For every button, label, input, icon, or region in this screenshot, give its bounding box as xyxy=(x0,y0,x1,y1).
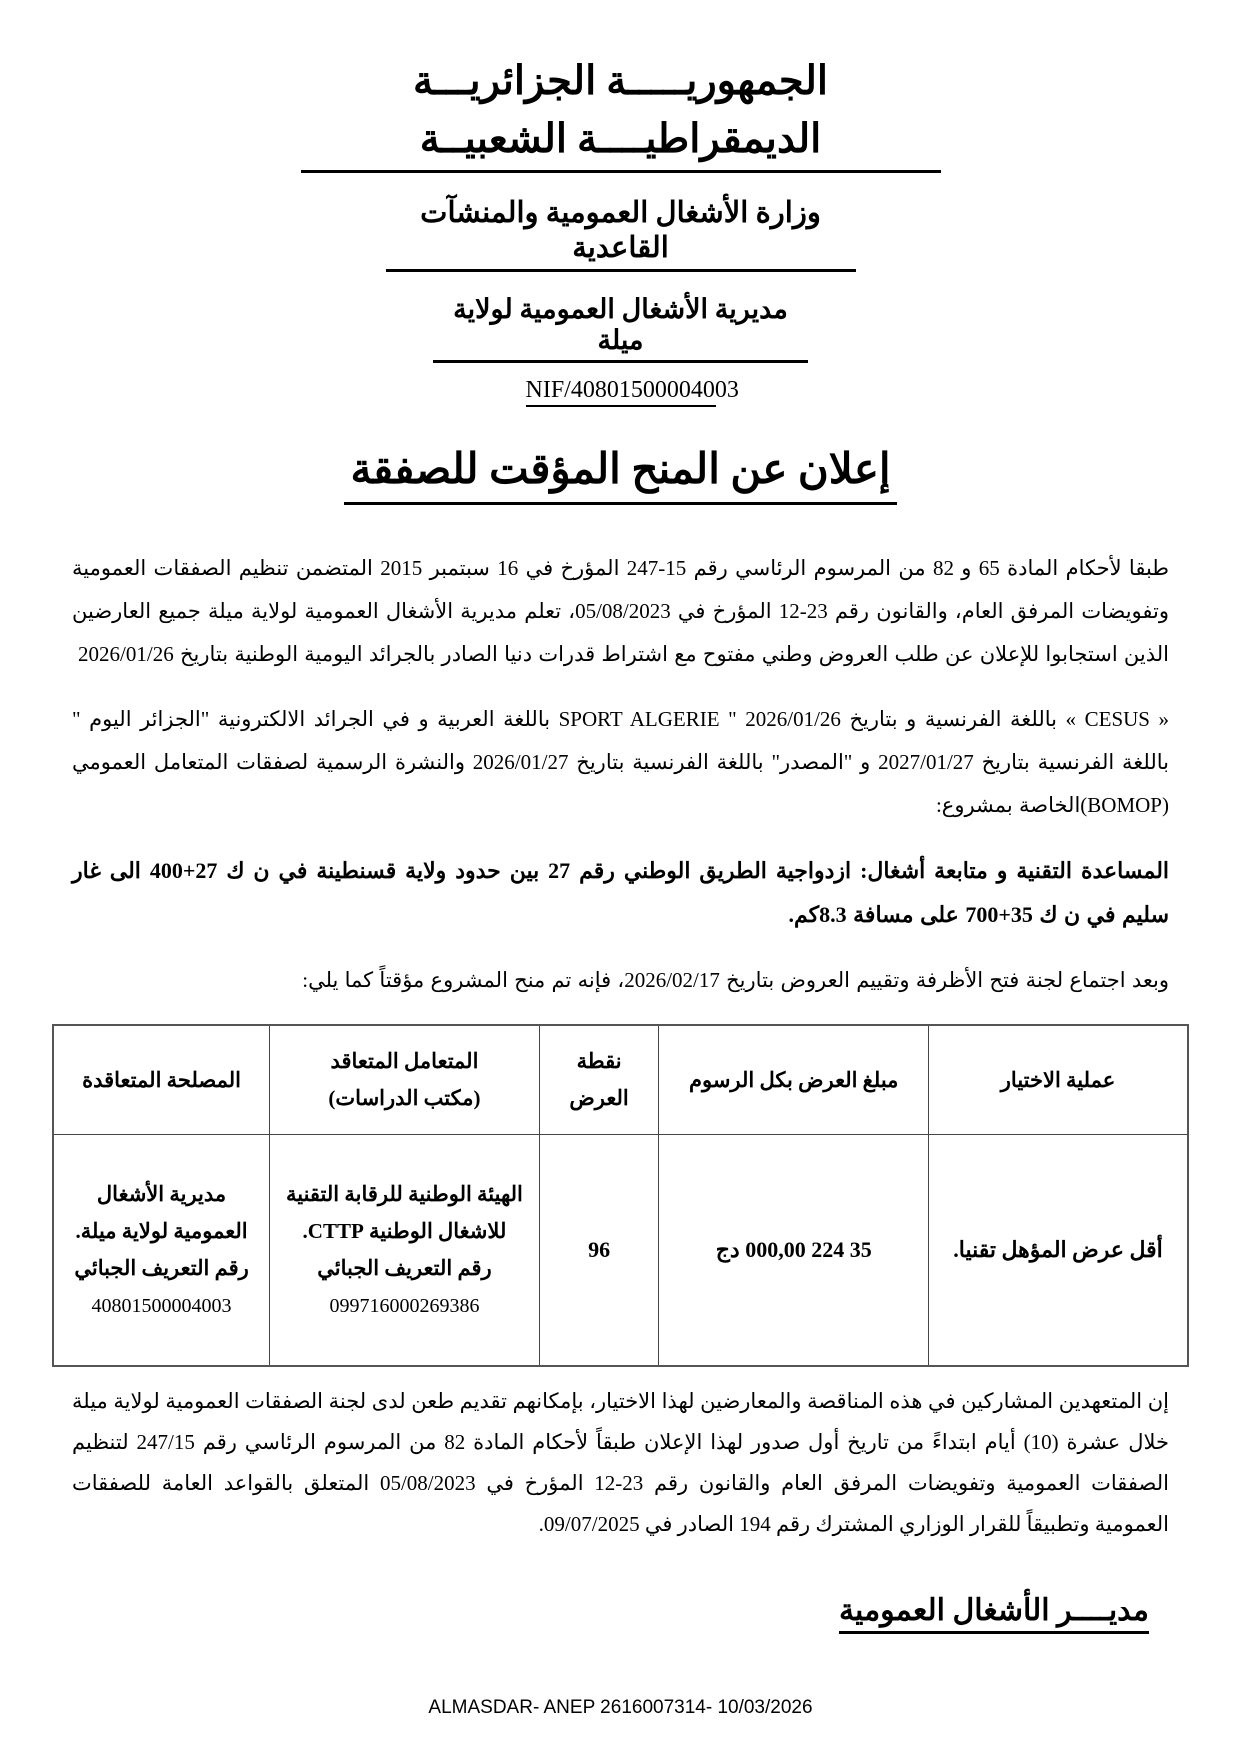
footer-text: ALMASDAR- ANEP 2616007314- 10/03/2026 xyxy=(428,1697,813,1718)
cell-choice xyxy=(929,1134,1188,1366)
document-header xyxy=(0,0,1241,407)
nif-heading xyxy=(525,377,739,407)
directorate-heading xyxy=(433,294,808,363)
header-contractor xyxy=(270,1025,540,1135)
header-service: المصلحة المتعاقدة xyxy=(53,1025,270,1135)
cell-amount xyxy=(659,1134,929,1366)
nif-text: NIF/40801500004003 xyxy=(525,377,739,403)
document-body xyxy=(72,547,1169,1002)
signature-block xyxy=(0,1593,1241,1634)
directorate-rule xyxy=(433,360,808,363)
cell-service xyxy=(53,1134,270,1366)
cell-service-nif-value: 40801500004003 xyxy=(91,1294,232,1317)
cell-contractor-name: الهيئة الوطنية للرقابة التقنية للاشغال الوطنية CTTP. xyxy=(285,1182,523,1244)
cell-service-nif-label: رقم التعريف الجبائي xyxy=(74,1255,249,1280)
award-table-wrap xyxy=(52,1024,1189,1367)
signature-text: مديــــر الأشغال العمومية xyxy=(839,1593,1149,1634)
republic-text: الجمهوريـــــة الجزائريـــة الديمقراطيــــة الشعبيــة xyxy=(412,58,829,161)
paragraph-project: المساعدة التقنية و متابعة أشغال: ازدواجية الطريق الوطني رقم 27 بين حدود ولاية قسنطينة في ن ك 27+400 الى غار سليم في ن ك 35+700 على مسافة 8.3كم. xyxy=(72,857,1170,927)
header-points-line1: نقطة xyxy=(576,1049,622,1074)
page-title xyxy=(0,443,1241,505)
award-table-head xyxy=(53,1025,1188,1135)
award-table xyxy=(52,1024,1189,1367)
cell-amount-text: 35 224 000,00 دج xyxy=(715,1236,872,1262)
cell-contractor-nif-value: 099716000269386 xyxy=(329,1294,480,1317)
paragraph-committee: وبعد اجتماع لجنة فتح الأظرفة وتقييم العروض بتاريخ 2026/02/17، فإنه تم منح المشروع مؤقتاً كما يلي: xyxy=(302,967,1169,992)
cell-points-text: 96 xyxy=(588,1236,611,1262)
closing-section xyxy=(72,1381,1169,1545)
republic-heading xyxy=(301,52,941,173)
award-table-body xyxy=(53,1134,1188,1366)
directorate-text: مديرية الأشغال العمومية لولاية ميلة xyxy=(453,294,788,355)
cell-contractor-nif-label: رقم التعريف الجبائي xyxy=(317,1255,492,1280)
cell-service-name: مديرية الأشغال العمومية لولاية ميلة. xyxy=(75,1182,248,1244)
paragraph-appeal: إن المتعهدين المشاركين في هذه المناقصة والمعارضين لهذا الاختيار، بإمكانهم تقديم طعن لدى لجنة الصفقات العمومية لولاية ميلة خلال عشرة (10) أيام ابتداءً من تاريخ أول صدور لهذا الإعلان طبقاً لأحكام المادة 82 من المرسوم الرئاسي رقم 247/15 لتنظيم الصفقات العمومية وتفويضات المرفق العام والقانون رقم 23-12 المؤرخ في 05/08/2023 المتعلق بالقواعد العامة للصفقات العمومية وتطبيقاً للقرار الوزاري المشترك رقم 194 الصادر في 09/07/2025. xyxy=(72,1388,1169,1536)
cell-choice-text: أقل عرض المؤهل تقنيا. xyxy=(953,1236,1163,1262)
republic-rule xyxy=(301,170,941,173)
paragraph-newspapers: « CESUS » باللغة الفرنسية و بتاريخ 2026/01/26 " SPORT ALGERIE باللغة العربية و في الجرائد الالكترونية "الجزائر اليوم " باللغة الفرنسية بتاريخ 2027/01/27 و "المصدر" باللغة الفرنسية بتاريخ 2026/01/27 والنشرة الرسمية لصفقات المتعامل العمومي (BOMOP)الخاصة بمشروع: xyxy=(72,706,1170,817)
cell-contractor xyxy=(270,1134,540,1366)
ministry-text: وزارة الأشغال العمومية والمنشآت القاعدية xyxy=(420,197,821,264)
page-title-text: إعلان عن المنح المؤقت للصفقة xyxy=(344,443,896,505)
header-amount: مبلغ العرض بكل الرسوم xyxy=(659,1025,929,1135)
paragraph-legal-basis: طبقا لأحكام المادة 65 و 82 من المرسوم الرئاسي رقم 15-247 المؤرخ في 16 سبتمبر 2015 المتضمن تنظيم الصفقات العمومية وتفويضات المرفق العام، والقانون رقم 23-12 المؤرخ في 05/08/2023، تعلم مديرية الأشغال العمومية لولاية ميلة جميع العارضين الذين استجابوا للإعلان عن طلب العروض وطني مفتوح مع اشتراط قدرات دنيا الصادر بالجرائد اليومية الوطنية بتاريخ 2026/01/26 xyxy=(72,555,1169,666)
header-choice: عملية الاختيار xyxy=(929,1025,1188,1135)
table-row xyxy=(53,1134,1188,1366)
table-header-row xyxy=(53,1025,1188,1135)
ministry-heading xyxy=(386,195,856,272)
cell-points xyxy=(539,1134,659,1366)
nif-rule xyxy=(526,405,716,407)
document-footer xyxy=(0,1697,1241,1719)
ministry-rule xyxy=(386,269,856,272)
header-contractor-line2: (مكتب الدراسات) xyxy=(328,1085,481,1110)
header-points-line2: العرض xyxy=(569,1085,629,1110)
header-contractor-line1: المتعامل المتعاقد xyxy=(330,1049,479,1074)
header-points xyxy=(539,1025,659,1135)
